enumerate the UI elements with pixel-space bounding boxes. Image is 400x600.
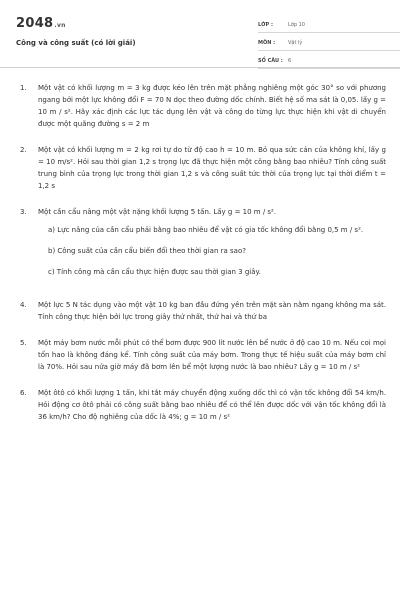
question-number: 5. xyxy=(20,339,27,347)
question-3 xyxy=(20,206,386,287)
question-6 xyxy=(20,387,386,423)
question-2 xyxy=(20,144,386,192)
question-text: Một máy bơm nước mỗi phút có thể bơm được 900 lít nước lên bể nước ở độ cao 10 m. Nếu coi mọi tổn hao là không đáng kể. Tính công suất của máy bơm. Trong thực tế hiệu suất của máy bơm chỉ là 70%. Hỏi sau nửa giờ máy đã bơm lên bể một lượng nước là bao nhiêu? Lấy g = 10 m / s² xyxy=(38,339,386,371)
meta-value-class: Lớp 10 xyxy=(288,22,305,28)
question-text: Một cần cẩu nâng một vật nặng khối lượng 5 tấn. Lấy g = 10 m / s². xyxy=(38,208,277,216)
question-text: Một vật có khối lượng m = 3 kg được kéo lên trên mặt phẳng nghiêng một góc 30° so với phương ngang bởi một lực không đổi F = 70 N dọc theo đường dốc chính. Biết hệ số ma sát là 0,05. lấy g = 10 m / s². Hãy xác định các lực tác dụng lên vật và công do từng lực thực hiện khi vật di chuyển được một quãng đường s = 2 m xyxy=(38,84,386,128)
meta-value-subject: Vật lý xyxy=(288,40,303,46)
meta-value-count: 6 xyxy=(288,58,292,64)
question-list xyxy=(20,82,386,437)
question-5 xyxy=(20,337,386,373)
header-divider xyxy=(0,67,400,68)
logo-suffix: .vn xyxy=(54,22,66,29)
site-logo[interactable] xyxy=(16,16,66,31)
meta-row-class xyxy=(258,18,400,33)
sub-question-list xyxy=(38,224,386,278)
logo-main: 2048 xyxy=(16,16,54,31)
document-title: Công và công suất (có lời giải) xyxy=(16,39,136,47)
meta-label-subject: MÔN : xyxy=(258,40,276,46)
question-1 xyxy=(20,82,386,130)
question-body xyxy=(38,206,386,287)
document-header xyxy=(14,12,386,72)
question-text: Một vật có khối lượng m = 2 kg rơi tự do từ độ cao h = 10 m. Bỏ qua sức cản của không khí, lấy g = 10 m/s². Hỏi sau thời gian 1,2 s trọng lực đã thực hiện một công bằng bao nhiêu? Tính công suất trung bình của trọng lực trong thời gian 1,2 s và công suất tức thời của trọng lực tại thời điểm t = 1,2 s xyxy=(38,146,386,190)
sub-question-a: a) Lực nâng của cần cẩu phải bằng bao nhiêu để vật có gia tốc không đổi bằng 0,5 m / s². xyxy=(48,226,364,234)
question-4 xyxy=(20,299,386,323)
sub-question-b: b) Công suất của cần cẩu biến đổi theo thời gian ra sao? xyxy=(48,247,246,255)
question-number: 1. xyxy=(20,84,27,92)
document-meta xyxy=(258,18,400,72)
meta-label-count: SỐ CÂU : xyxy=(258,58,283,64)
meta-row-subject xyxy=(258,36,400,51)
meta-label-class: LỚP : xyxy=(258,22,273,28)
question-number: 4. xyxy=(20,301,27,309)
question-text: Một lực 5 N tác dụng vào một vật 10 kg ban đầu đứng yên trên mặt sàn nằm ngang không ma sát. Tính công thực hiện bởi lực trong giây thứ nhất, thứ hai và thứ ba xyxy=(38,301,386,321)
sub-question-c: c) Tính công mà cần cẩu thực hiện được sau thời gian 3 giây. xyxy=(48,268,261,276)
question-text: Một ôtô có khối lượng 1 tấn, khi tắt máy chuyển động xuống dốc thì có vận tốc không đổi 54 km/h. Hỏi động cơ ôtô phải có công suất bằng bao nhiêu để có thể lên được dốc với vận tốc không đổi là 36 km/h? Cho độ nghiêng của dốc là 4%; g = 10 m / s² xyxy=(38,389,386,421)
question-number: 6. xyxy=(20,389,27,397)
question-number: 2. xyxy=(20,146,27,154)
question-number: 3. xyxy=(20,208,27,216)
